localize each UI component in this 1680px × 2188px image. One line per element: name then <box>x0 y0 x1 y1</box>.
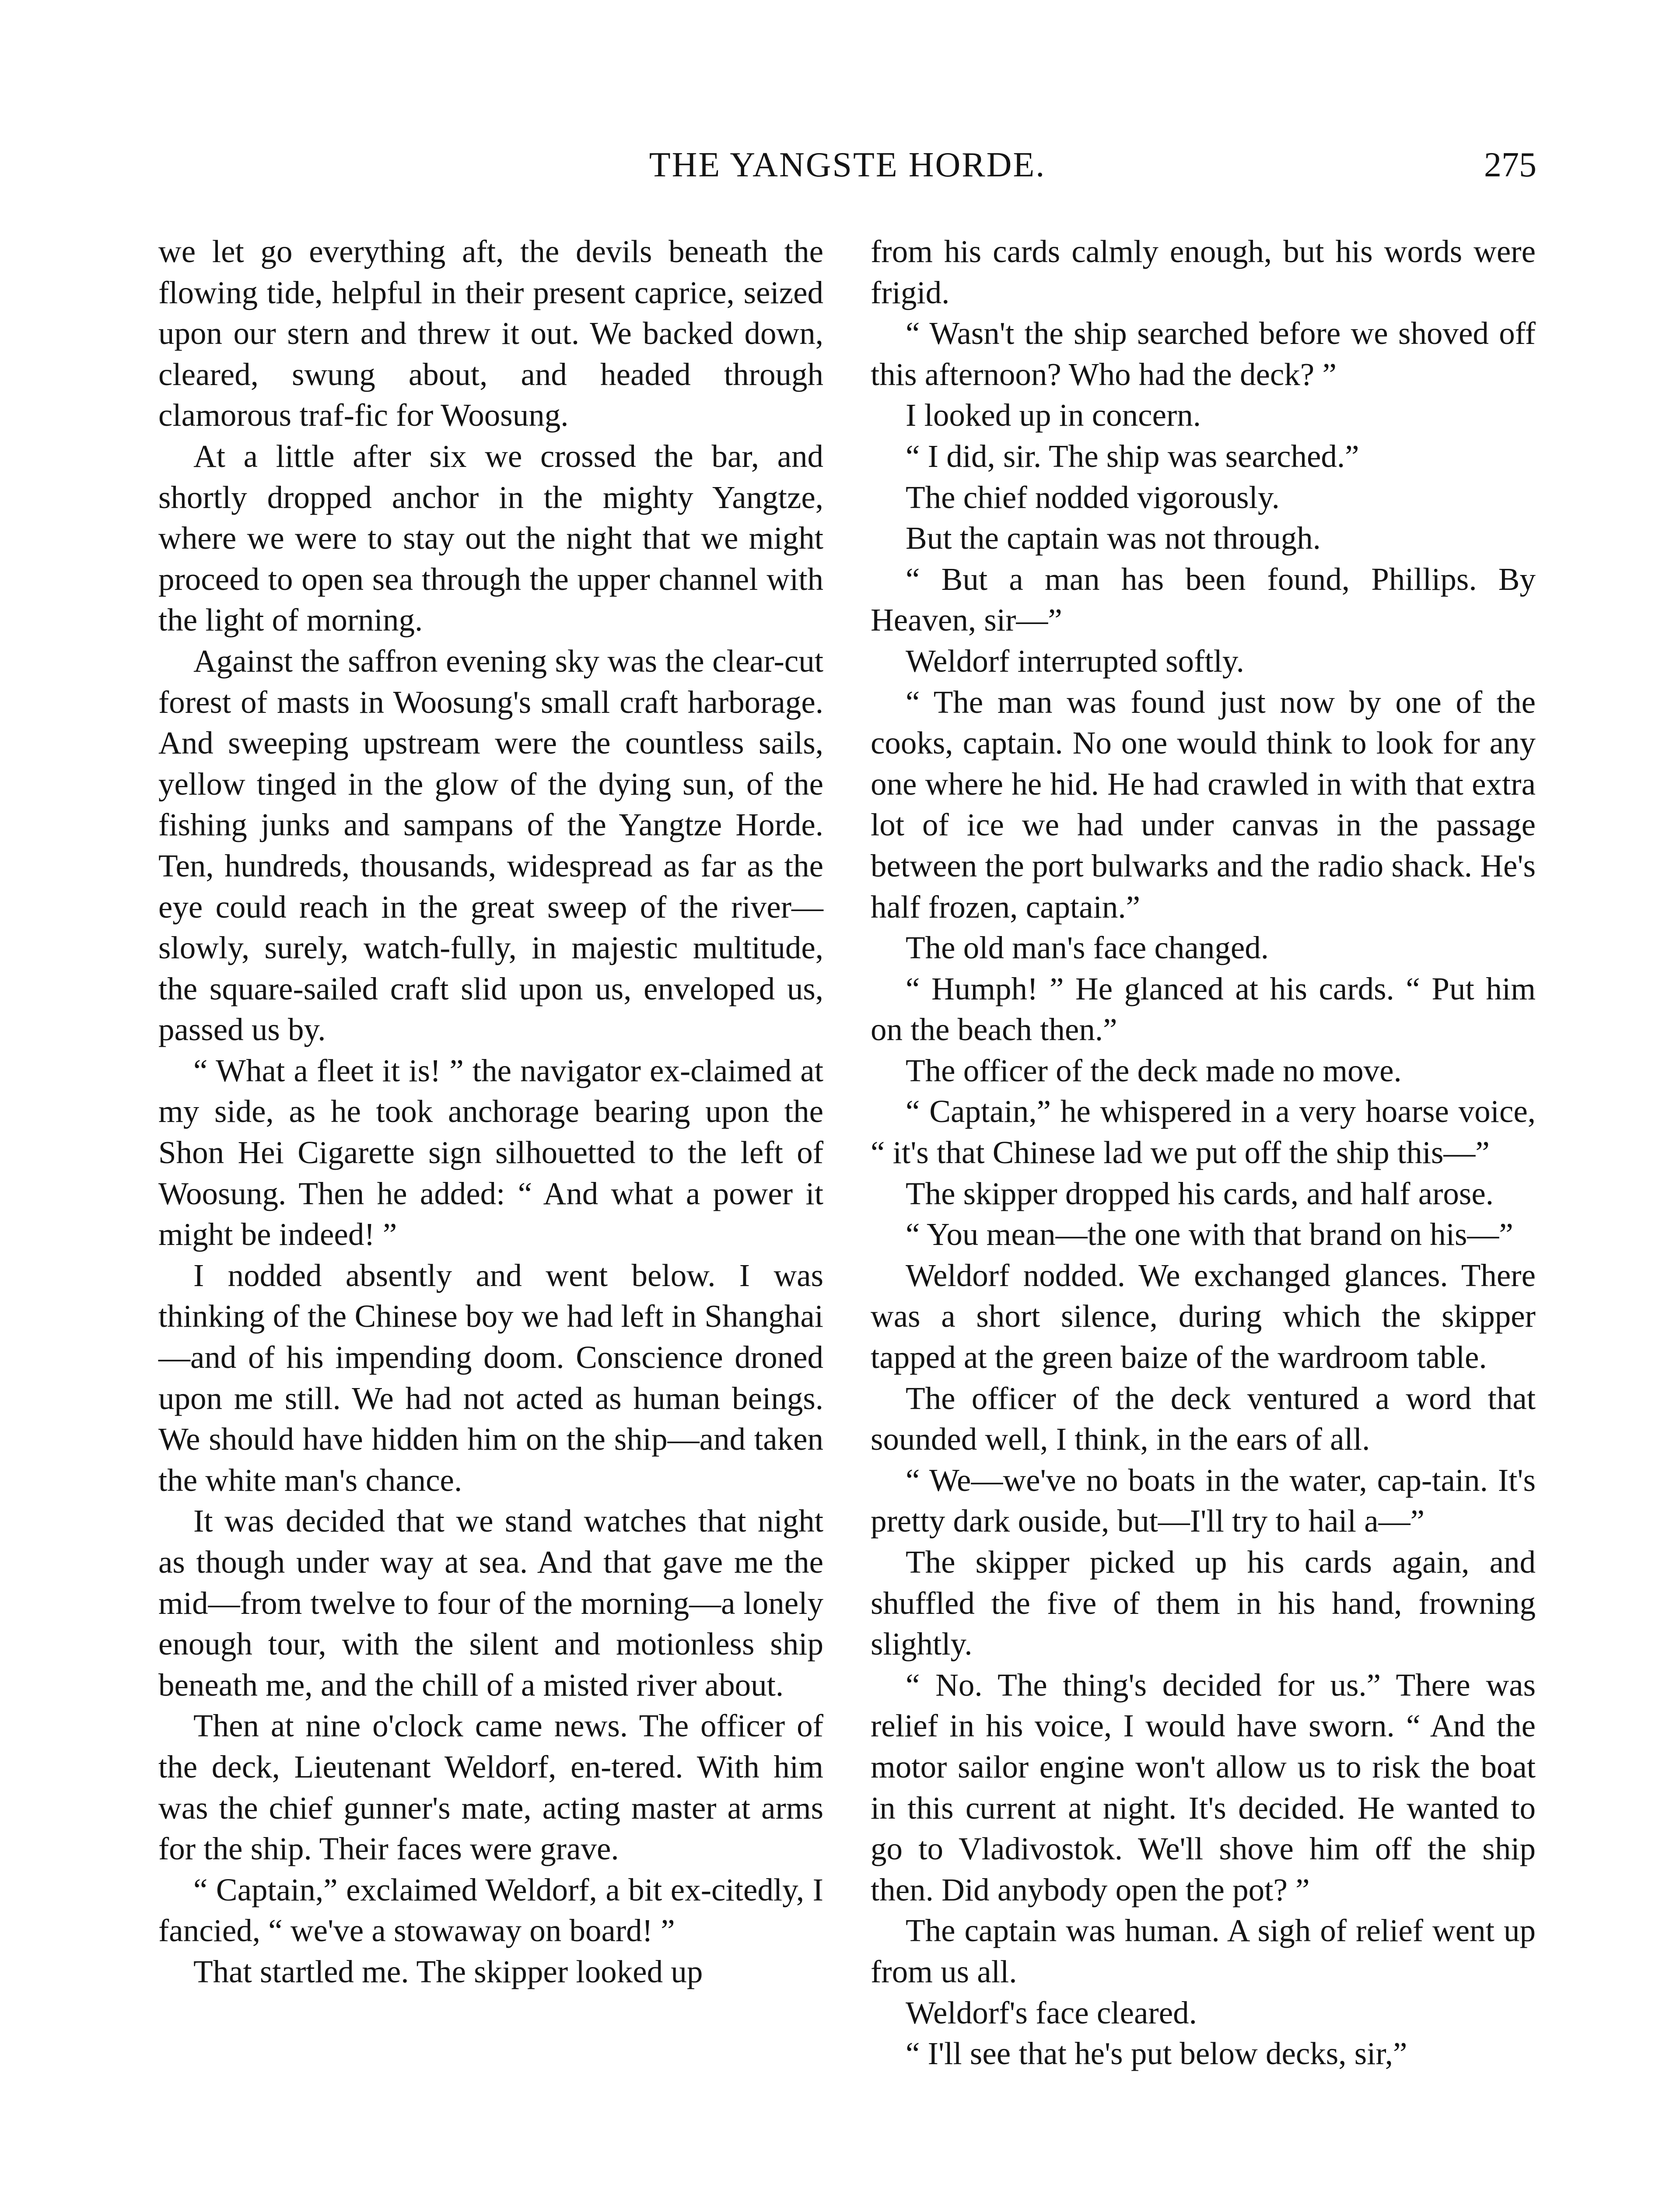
paragraph: “ I'll see that he's put below decks, sir,” <box>906 2036 1407 2072</box>
paragraph: “ Wasn't the ship searched before we shoved off this afternoon? Who had the deck? ” <box>871 316 1536 392</box>
paragraph: “ Humph! ” He glanced at his cards. “ Put him on the beach then.” <box>871 971 1536 1048</box>
paragraph: “ But a man has been found, Phillips. By Heaven, sir—” <box>871 561 1536 638</box>
paragraph: “ Captain,” exclaimed Weldorf, a bit ex-citedly, I fancied, “ we've a stowaway on board! ” <box>158 1872 823 1949</box>
right-column <box>871 231 1536 2074</box>
paragraph: “ The man was found just now by one of the cooks, captain. No one would think to look for any one where he hid. He had crawled in with that extra lot of ice we had under canvas in the passage between the port bulwarks and the radio shack. He's half frozen, captain.” <box>871 684 1536 925</box>
paragraph: we let go everything aft, the devils beneath the flowing tide, helpful in their present caprice, seized upon our stern and threw it out. We backed down, cleared, swung about, and headed through clamorous traf-fic for Woosung. <box>158 234 823 433</box>
paragraph: “ I did, sir. The ship was searched.” <box>906 438 1359 474</box>
paragraph: “ What a fleet it is! ” the navigator ex-claimed at my side, as he took anchorage bearing upon the Shon Hei Cigarette sign silhouetted to the left of Woosung. Then he added: “ And what a power it might be indeed! ” <box>158 1052 823 1252</box>
paragraph: The chief nodded vigorously. <box>906 479 1280 515</box>
paragraph: Weldorf's face cleared. <box>906 1995 1197 2030</box>
page-header <box>158 137 1536 198</box>
paragraph: “ We—we've no boats in the water, cap-tain. It's pretty dark ouside, but—I'll try to hail a—” <box>871 1462 1536 1539</box>
page-number: 275 <box>1484 146 1536 184</box>
paragraph: Weldorf nodded. We exchanged glances. There was a short silence, during which the skipper tapped at the green baize of the wardroom table. <box>871 1257 1536 1375</box>
running-title: THE YANGSTE HORDE. <box>649 146 1046 184</box>
paragraph: I looked up in concern. <box>906 397 1201 433</box>
paragraph: The skipper picked up his cards again, and shuffled the five of them in his hand, frowning slightly. <box>871 1544 1536 1662</box>
paragraph: “ No. The thing's decided for us.” There was relief in his voice, I would have sworn. “ And the motor sailor engine won't allow us to risk the boat in this current at night. It's decided. He wanted to go to Vladivostok. We'll shove him off the ship then. Did anybody open the pot? ” <box>871 1667 1536 1907</box>
paragraph: The skipper dropped his cards, and half arose. <box>906 1175 1494 1211</box>
paragraph: “ Captain,” he whispered in a very hoarse voice, “ it's that Chinese lad we put off the ship this—” <box>871 1094 1536 1171</box>
paragraph: The officer of the deck made no move. <box>906 1052 1402 1088</box>
paragraph: Then at nine o'clock came news. The officer of the deck, Lieutenant Weldorf, en-tered. With him was the chief gunner's mate, acting master at arms for the ship. Their faces were grave. <box>158 1708 823 1867</box>
left-column <box>158 231 823 1992</box>
paragraph: I nodded absently and went below. I was thinking of the Chinese boy we had left in Shanghai—and of his impending doom. Conscience droned upon me still. We had not acted as human beings. We should have hidden him on the ship—and taken the white man's chance. <box>158 1257 823 1498</box>
paragraph: The captain was human. A sigh of relief went up from us all. <box>871 1913 1536 1989</box>
paragraph: The officer of the deck ventured a word that sounded well, I think, in the ears of all. <box>871 1380 1536 1457</box>
paragraph: The old man's face changed. <box>906 930 1269 966</box>
paragraph: It was decided that we stand watches that night as though under way at sea. And that gave me the mid—from twelve to four of the morning—a lonely enough tour, with the silent and motionless ship beneath me, and the chill of a misted river about. <box>158 1503 823 1703</box>
paragraph: That startled me. The skipper looked up <box>193 1953 703 1989</box>
paragraph: Weldorf interrupted softly. <box>906 643 1244 679</box>
paragraph: “ You mean—the one with that brand on his—” <box>906 1217 1513 1252</box>
paragraph: At a little after six we crossed the bar, and shortly dropped anchor in the mighty Yangtze, where we were to stay out the night that we might proceed to open sea through the upper channel with the light of morning. <box>158 438 823 638</box>
paragraph: But the captain was not through. <box>906 520 1321 556</box>
paragraph: Against the saffron evening sky was the clear-cut forest of masts in Woosung's small craft harborage. And sweeping upstream were the countless sails, yellow tinged in the glow of the dying sun, of the fishing junks and sampans of the Yangtze Horde. Ten, hundreds, thousands, widespread as far as the eye could reach in the great sweep of the river—slowly, surely, watch-fully, in majestic multitude, the square-sailed craft slid upon us, enveloped us, passed us by. <box>158 643 823 1048</box>
paragraph: from his cards calmly enough, but his words were frigid. <box>871 234 1536 310</box>
